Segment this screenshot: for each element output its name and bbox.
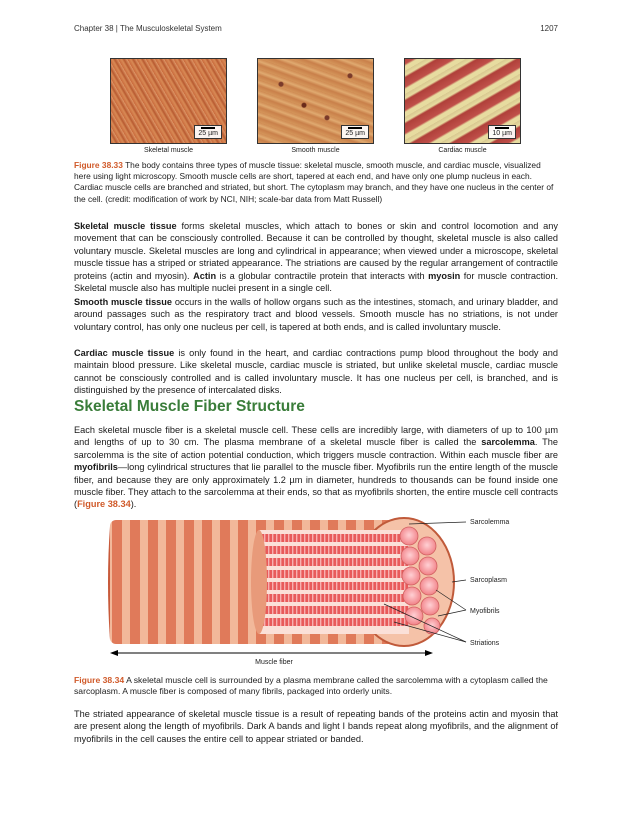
- paragraph-skeletal-muscle: Skeletal muscle tissue forms skeletal muscles, which attach to bones or skin and control locomotion and any movement that can be consciously controlled. Because it can be controlled by thought, skeletal muscle is also called voluntary muscle. Skeletal muscles are long and cylindrical in appearance; when viewed under a microscope, skeletal muscle tissue has a striped or striated appearance. The striations are caused by the regular arrangement of contractile proteins (actin and myosin). Actin is a globular contractile protein that interacts with myosin for muscle contraction. Skeletal muscle also has multiple nuclei present in a single cell.: [74, 221, 558, 294]
- muscle-fiber-diagram: [104, 512, 524, 668]
- micrograph-row: [110, 58, 522, 158]
- smooth-micrograph: [257, 58, 374, 154]
- skeletal-muscle-image: [110, 58, 227, 144]
- figure-38-34-caption: Figure 38.34 A skeletal muscle cell is surrounded by a plasma membrane called the sarcolemma with a cytoplasm called the sarcoplasm. A muscle fiber is composed of many fibrils, packaged into orderly units.: [74, 675, 548, 697]
- chapter-title: Chapter 38 | The Musculoskeletal System: [74, 24, 222, 33]
- label-striations: Striations: [470, 640, 500, 647]
- figure-label: Figure 38.34: [74, 675, 125, 685]
- page-number: 1207: [540, 24, 558, 33]
- scale-bar: 10 µm: [488, 125, 516, 139]
- myofibril-bundle: [251, 530, 409, 634]
- smooth-muscle-image: [257, 58, 374, 144]
- section-title: Skeletal Muscle Fiber Structure: [74, 398, 305, 415]
- label-muscle-fiber: Muscle fiber: [255, 659, 293, 666]
- label-myofibrils: Myofibrils: [470, 608, 500, 615]
- micrograph-caption: Smooth muscle: [291, 147, 340, 154]
- scale-bar: 25 µm: [341, 125, 369, 139]
- cardiac-muscle-image: [404, 58, 521, 144]
- figure-38-33-caption: Figure 38.33 The body contains three types of muscle tissue: skeletal muscle, smooth muscle, and cardiac muscle, visualized here using light microscopy. Smooth muscle cells are short, tapered at each end, and have only one plump nucleus in each. Cardiac muscle cells are branched and striated, but short. The cytoplasm may branch, and they have one nucleus in the center of the cell. (credit: modification of work by NCI, NIH; scale-bar data from Matt Russell): [74, 160, 554, 204]
- figure-38-34-link[interactable]: Figure 38.34: [77, 499, 131, 510]
- skeletal-micrograph: [110, 58, 227, 154]
- length-arrow: [110, 650, 433, 656]
- paragraph-cardiac-muscle: Cardiac muscle tissue is only found in the heart, and cardiac contractions pump blood throughout the body and maintain blood pressure. Like skeletal muscle, cardiac muscle is striated, but unlike skeletal muscle, cardiac muscle cannot be consciously controlled and is called involuntary muscle. It has one nucleus per cell, is branched, and is distinguished by the presence of intercalated disks.: [74, 348, 558, 396]
- micrograph-caption: Skeletal muscle: [143, 147, 194, 154]
- paragraph-striated-appearance: The striated appearance of skeletal muscle tissue is a result of repeating bands of the proteins actin and myosin that are present along the length of myofibrils. Dark A bands and light I bands repeat along myofibrils, and the alignment of myofibrils in the cell causes the entire cell to appear striated or banded.: [74, 709, 558, 744]
- page-header: [74, 24, 558, 33]
- label-sarcoplasm: Sarcoplasm: [470, 577, 507, 584]
- figure-label: Figure 38.33: [74, 160, 123, 170]
- cardiac-micrograph: [404, 58, 521, 154]
- paragraph-muscle-fiber: Each skeletal muscle fiber is a skeletal muscle cell. These cells are incredibly large, with diameters of up to 100 µm and lengths of up to 30 cm. The plasma membrane of a skeletal muscle fiber is called the sarcolemma. The sarcolemma is the site of action potential conduction, which triggers muscle contraction. Within each muscle fiber are myofibrils—long cylindrical structures that lie parallel to the muscle fiber. Myofibrils run the entire length of the muscle fiber, and because they are only approximately 1.2 µm in diameter, hundreds to thousands can be found inside one muscle fiber. They attach to the sarcolemma at their ends, so that as myofibrils shorten, the entire muscle cell contracts (Figure 38.34).: [74, 425, 558, 510]
- micrograph-caption: Cardiac muscle: [438, 147, 487, 154]
- label-sarcolemma: Sarcolemma: [470, 519, 510, 526]
- paragraph-smooth-muscle: Smooth muscle tissue occurs in the walls of hollow organs such as the intestines, stomach, and urinary bladder, and around passages such as the respiratory tract and blood vessels. Smooth muscle has no striations, is not under voluntary control, has only one nucleus per cell, is tapered at both ends, and is called involuntary muscle.: [74, 297, 558, 332]
- scale-bar: 25 µm: [194, 125, 222, 139]
